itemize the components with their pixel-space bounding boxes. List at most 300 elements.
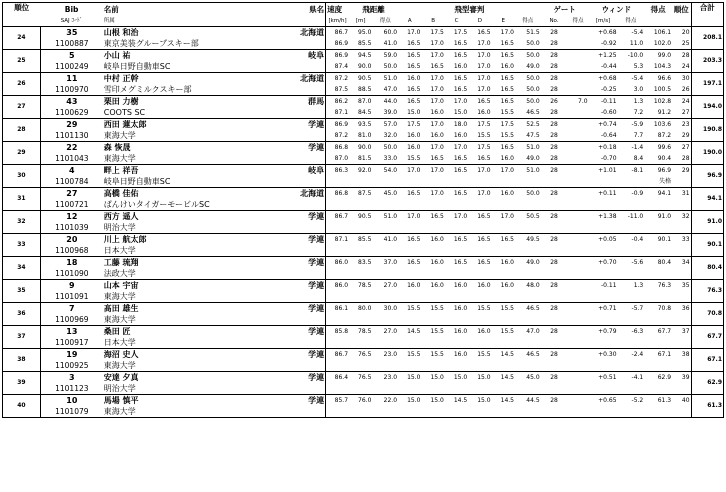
athlete-rank: 39 [3, 372, 41, 395]
athlete-rank: 29 [3, 142, 41, 165]
jump-wind-points: 8.4 [618, 154, 645, 165]
jump-distance: 85.5 [349, 39, 372, 50]
jump-speed: 87.5 [326, 85, 349, 96]
jump-points: 102.0 [644, 39, 672, 50]
athlete-affiliation: 東海大学 [103, 292, 287, 303]
athlete-saj-code: 1101039 [40, 223, 102, 234]
jump-wind-speed: +0.68 [598, 75, 617, 82]
jump-rank [672, 177, 691, 188]
judge-score: 16.5 [430, 213, 444, 220]
jump-wind-points: 7.7 [618, 131, 645, 142]
jump-speed [326, 200, 349, 211]
judge-score [468, 407, 491, 418]
judge-score: 16.5 [398, 62, 421, 73]
athlete-rank: 24 [3, 27, 41, 50]
col-distance-points: 得点 [372, 16, 398, 27]
athlete-row [3, 395, 724, 408]
jump-points: 99.6 [657, 144, 672, 151]
col-judges-title: 飛型審判 [398, 3, 541, 17]
jump-wind-points: -8.1 [631, 167, 644, 174]
athlete-affiliation: 明治大学 [103, 384, 287, 395]
jump-judge-points: 50.5 [526, 213, 540, 220]
judge-score: 15.5 [492, 108, 515, 119]
jump-distance-points: 50.0 [372, 62, 398, 73]
jump-wind-speed: +0.11 [598, 190, 617, 197]
col-gate: ゲート [541, 3, 589, 17]
judge-score [421, 269, 444, 280]
judge-score [468, 384, 491, 395]
jump-judge-points: 45.0 [526, 374, 540, 381]
athlete-bib: 22 [66, 143, 78, 152]
judge-score: 17.0 [430, 144, 444, 151]
jump-wind-speed: +1.38 [598, 213, 617, 220]
judge-score [492, 246, 515, 257]
col-rank: 順位 [3, 3, 41, 27]
jump-distance: 93.5 [358, 121, 372, 128]
jump-gate: 28 [550, 121, 558, 128]
jump-distance-points: 60.0 [383, 29, 398, 36]
athlete-total: 76.3 [691, 280, 723, 303]
athlete-bib: 29 [66, 120, 78, 129]
athlete-row [3, 119, 724, 132]
athlete-total: 190.8 [691, 119, 723, 142]
judge-score [421, 177, 444, 188]
jump-rank [672, 200, 691, 211]
judge-score: 15.0 [398, 108, 421, 119]
athlete-row-sub [3, 131, 724, 142]
athlete-row [3, 96, 724, 109]
judge-score: 17.0 [430, 98, 444, 105]
athlete-name: 森 恢晟 [103, 143, 131, 152]
jump-wind-points: -4.1 [631, 374, 644, 381]
jump-rank: 36 [681, 305, 690, 312]
jump-distance [349, 269, 372, 280]
jump-judge-points: 49.5 [526, 236, 540, 243]
judge-score: 16.0 [492, 62, 515, 73]
jump-judge-points: 48.0 [526, 282, 540, 289]
jump-judge-points: 49.0 [515, 154, 541, 165]
jump-judge-points [515, 361, 541, 372]
jump-gate [541, 246, 568, 257]
col-distance-unit: [m] [349, 16, 372, 27]
jump-speed [326, 292, 349, 303]
judge-score: 15.5 [430, 328, 444, 335]
jump-wind-points: -5.9 [631, 121, 644, 128]
judge-score: 17.0 [430, 167, 444, 174]
jump-points: 91.2 [644, 108, 672, 119]
jump-rank: 37 [681, 328, 690, 335]
jump-wind-speed [589, 407, 618, 418]
jump-judge-points [515, 315, 541, 326]
jump-wind-points: -10.0 [627, 52, 644, 59]
athlete-row [3, 50, 724, 63]
jump-distance: 87.5 [358, 190, 372, 197]
athlete-total: 190.0 [691, 142, 723, 165]
jump-distance [349, 223, 372, 234]
jump-gate [541, 200, 568, 211]
athlete-rank: 37 [3, 326, 41, 349]
athlete-row [3, 211, 724, 224]
athlete-rank: 40 [3, 395, 41, 418]
judge-score: 17.0 [430, 75, 444, 82]
judge-score: 17.0 [430, 52, 444, 59]
judge-score: 17.0 [477, 75, 491, 82]
jump-rank: 40 [681, 397, 690, 404]
jump-gate-points [567, 246, 588, 257]
athlete-saj-code: 1100784 [40, 177, 102, 188]
jump-judge-points: 51.5 [526, 29, 540, 36]
jump-wind-points: 3.0 [618, 85, 645, 96]
jump-speed [326, 177, 349, 188]
jump-gate: 28 [541, 62, 568, 73]
athlete-total: 62.9 [691, 372, 723, 395]
judge-score: 14.5 [500, 374, 514, 381]
col-wind: ウィンド [589, 3, 645, 17]
judge-score: 16.5 [407, 98, 421, 105]
col-points: 得点 [644, 3, 672, 17]
athlete-saj-code: 1100721 [40, 200, 102, 211]
athlete-bib: 7 [69, 304, 75, 313]
jump-wind-points: -5.2 [631, 397, 644, 404]
jump-wind-points: -5.7 [631, 305, 644, 312]
athlete-prefecture: 学連 [308, 235, 325, 244]
judge-score: 17.0 [430, 121, 444, 128]
athlete-saj-code: 1100629 [40, 108, 102, 119]
jump-gate [541, 269, 568, 280]
jump-speed [326, 338, 349, 349]
jump-points: 87.2 [644, 131, 672, 142]
jump-speed [326, 384, 349, 395]
jump-gate [541, 384, 568, 395]
col-judge-a: A [398, 16, 421, 27]
athlete-prefecture: 学連 [308, 281, 325, 290]
athlete-rank: 38 [3, 349, 41, 372]
jump-distance: 92.0 [358, 167, 372, 174]
jump-points [644, 223, 672, 234]
athlete-rank: 36 [3, 303, 41, 326]
jump-gate-points [567, 211, 588, 224]
jump-distance-points [372, 315, 398, 326]
judge-score: 17.0 [421, 85, 444, 96]
judge-score: 16.5 [407, 236, 421, 243]
jump-points: 失格 [644, 177, 672, 188]
jump-points: 96.6 [657, 75, 672, 82]
jump-distance: 90.5 [358, 213, 372, 220]
jump-rank: 27 [672, 108, 691, 119]
jump-gate: 28 [541, 154, 568, 165]
athlete-saj-code: 1101123 [40, 384, 102, 395]
judge-score: 16.0 [407, 75, 421, 82]
judge-score: 17.0 [430, 190, 444, 197]
judge-score: 15.5 [407, 305, 421, 312]
jump-distance-points [372, 407, 398, 418]
athlete-prefecture: 群馬 [308, 97, 325, 106]
jump-gate-points [567, 200, 588, 211]
jump-wind-points: 11.0 [618, 39, 645, 50]
jump-distance: 90.5 [358, 75, 372, 82]
jump-rank: 24 [681, 98, 690, 105]
judge-score: 16.5 [453, 236, 468, 243]
athlete-affiliation: COOTS SC [103, 108, 287, 119]
athlete-name: 畔上 祥吾 [103, 166, 139, 175]
jump-wind-points: -1.4 [631, 144, 644, 151]
judge-score: 17.0 [477, 190, 491, 197]
jump-points: 102.8 [653, 98, 672, 105]
athlete-total: 61.3 [691, 395, 723, 418]
judge-score: 16.5 [477, 236, 491, 243]
judge-score: 16.0 [453, 328, 468, 335]
jump-points: 91.0 [657, 213, 672, 220]
jump-rank: 29 [672, 131, 691, 142]
jump-gate: 28 [550, 167, 558, 174]
athlete-prefecture: 学連 [308, 327, 325, 336]
jump-gate-points [567, 50, 588, 63]
judge-score: 16.5 [477, 29, 491, 36]
jump-gate-points [567, 303, 588, 316]
col-wind-points: 得点 [618, 16, 645, 27]
jump-judge-points: 47.5 [515, 131, 541, 142]
jump-speed [326, 407, 349, 418]
jump-speed: 86.9 [326, 50, 349, 63]
judge-score [468, 315, 491, 326]
col-judge-d: D [468, 16, 491, 27]
jump-distance-points [372, 246, 398, 257]
judge-score: 16.0 [468, 108, 491, 119]
jump-points: 104.3 [644, 62, 672, 73]
jump-gate-points [567, 234, 588, 247]
athlete-bib: 20 [66, 235, 78, 244]
judge-score: 16.0 [421, 108, 444, 119]
jump-gate-points [567, 39, 588, 50]
jump-points: 103.6 [653, 121, 672, 128]
jump-judge-points [515, 407, 541, 418]
athlete-prefecture: 岐阜 [308, 51, 325, 60]
jump-points [644, 246, 672, 257]
athlete-row [3, 326, 724, 339]
judge-score: 14.5 [500, 397, 514, 404]
jump-gate: 28 [550, 397, 558, 404]
jump-points [644, 407, 672, 418]
jump-gate-points [567, 395, 588, 408]
judge-score [445, 246, 468, 257]
jump-gate: 28 [550, 213, 558, 220]
judge-score [445, 338, 468, 349]
judge-score: 16.5 [407, 52, 421, 59]
athlete-saj-code: 1100969 [40, 315, 102, 326]
jump-speed: 86.9 [326, 39, 349, 50]
jump-distance-points: 30.0 [383, 305, 398, 312]
jump-wind-points [618, 177, 645, 188]
judge-score: 15.5 [398, 154, 421, 165]
jump-speed: 86.8 [326, 142, 349, 155]
jump-wind-speed: +0.18 [598, 144, 617, 151]
judge-score: 15.5 [430, 305, 444, 312]
athlete-total: 90.1 [691, 234, 723, 257]
jump-wind-points: -0.4 [631, 236, 644, 243]
jump-wind-points: 1.3 [633, 98, 644, 105]
jump-distance: 84.5 [349, 108, 372, 119]
jump-speed: 86.8 [326, 188, 349, 201]
jump-gate: 28 [541, 39, 568, 50]
athlete-row [3, 280, 724, 293]
athlete-bib: 27 [66, 189, 78, 198]
jump-gate [541, 315, 568, 326]
jump-gate: 28 [541, 131, 568, 142]
judge-score [445, 315, 468, 326]
judge-score [398, 338, 421, 349]
judge-score [445, 407, 468, 418]
judge-score [398, 407, 421, 418]
judge-score: 16.5 [500, 52, 514, 59]
jump-points [644, 338, 672, 349]
jump-wind-speed [589, 177, 618, 188]
athlete-row-sub [3, 177, 724, 188]
athlete-row-sub [3, 246, 724, 257]
judge-score: 15.0 [453, 374, 468, 381]
judge-score [445, 177, 468, 188]
jump-distance [349, 338, 372, 349]
athlete-affiliation: 日本大学 [103, 338, 287, 349]
judge-score: 16.5 [500, 144, 514, 151]
judge-score: 14.5 [500, 351, 514, 358]
judge-score [492, 177, 515, 188]
judge-score: 16.0 [407, 282, 421, 289]
jump-wind-speed: -0.11 [600, 98, 617, 105]
athlete-bib: 3 [69, 373, 75, 382]
jump-gate: 28 [550, 52, 558, 59]
athlete-prefecture: 学連 [308, 350, 325, 359]
judge-score: 17.0 [500, 167, 514, 174]
jump-gate-points [567, 119, 588, 132]
jump-distance [349, 246, 372, 257]
athlete-prefecture: 北海道 [300, 189, 325, 198]
judge-score: 16.0 [453, 351, 468, 358]
jump-wind-speed: -0.70 [589, 154, 618, 165]
jump-wind-speed [589, 223, 618, 234]
jump-rank: 24 [672, 62, 691, 73]
jump-gate-points [567, 407, 588, 418]
jump-gate-points [567, 177, 588, 188]
jump-rank [672, 361, 691, 372]
athlete-bib: 5 [69, 51, 75, 60]
judge-score: 17.0 [500, 29, 514, 36]
athlete-prefecture: 学連 [308, 373, 325, 382]
judge-score: 17.0 [453, 213, 468, 220]
judge-score: 16.0 [500, 259, 514, 266]
athlete-row [3, 27, 724, 40]
jump-points: 80.4 [657, 259, 672, 266]
jump-distance-points: 27.0 [383, 282, 398, 289]
judge-score: 15.5 [500, 328, 514, 335]
judge-score: 16.0 [492, 154, 515, 165]
judge-score: 16.0 [445, 62, 468, 73]
jump-rank: 30 [681, 75, 690, 82]
athlete-row-sub [3, 62, 724, 73]
athlete-affiliation: 岐阜日野自動車SC [103, 177, 287, 188]
athlete-prefecture: 学連 [308, 396, 325, 405]
jump-judge-points [515, 246, 541, 257]
jump-gate-points [567, 223, 588, 234]
athlete-row-sub [3, 338, 724, 349]
judge-score: 16.0 [500, 282, 514, 289]
athlete-prefecture: 学連 [308, 258, 325, 267]
judge-score: 15.5 [468, 131, 491, 142]
athlete-rank: 32 [3, 211, 41, 234]
athlete-bib: 43 [66, 97, 78, 106]
jump-distance: 85.5 [358, 236, 372, 243]
jump-wind-points: 1.3 [633, 282, 644, 289]
jump-wind-points [618, 200, 645, 211]
athlete-saj-code: 1101130 [40, 131, 102, 142]
col-bib: Bib [40, 3, 102, 17]
judge-score [445, 223, 468, 234]
jump-gate [541, 407, 568, 418]
col-affiliation: 所属 [103, 16, 287, 27]
jump-judge-points: 50.0 [515, 85, 541, 96]
jump-gate-points [567, 269, 588, 280]
judge-score: 15.0 [430, 397, 444, 404]
judge-score [492, 338, 515, 349]
jump-points [644, 315, 672, 326]
athlete-saj-code: 1101043 [40, 154, 102, 165]
jump-speed: 86.7 [326, 349, 349, 362]
athlete-affiliation: 岐阜日野自動車SC [103, 62, 287, 73]
jump-rank: 31 [681, 190, 690, 197]
judge-score: 15.5 [407, 351, 421, 358]
jump-wind-speed: +1.01 [598, 167, 617, 174]
jump-points: 99.0 [657, 52, 672, 59]
jump-distance-points [372, 177, 398, 188]
judge-score: 16.5 [477, 213, 491, 220]
jump-gate-points [567, 361, 588, 372]
judge-score: 17.0 [453, 98, 468, 105]
jump-gate [541, 338, 568, 349]
judge-score [398, 292, 421, 303]
athlete-total: 70.8 [691, 303, 723, 326]
athlete-prefecture: 学連 [308, 212, 325, 221]
jump-judge-points: 46.5 [526, 305, 540, 312]
athlete-row-sub [3, 200, 724, 211]
jump-distance [349, 292, 372, 303]
athlete-affiliation: 明治大学 [103, 223, 287, 234]
athlete-bib: 10 [66, 396, 78, 405]
athlete-name: 小山 祐 [103, 51, 131, 60]
jump-speed: 86.0 [326, 280, 349, 293]
jump-judge-points: 50.0 [515, 39, 541, 50]
jump-distance: 76.5 [358, 374, 372, 381]
athlete-prefecture: 岐阜 [308, 166, 325, 175]
judge-score [421, 407, 444, 418]
athlete-affiliation: 東海大学 [103, 131, 287, 142]
jump-judge-points [515, 269, 541, 280]
jump-speed [326, 361, 349, 372]
judge-score: 16.0 [421, 131, 444, 142]
athlete-saj-code: 1100249 [40, 62, 102, 73]
jump-judge-points: 51.0 [526, 144, 540, 151]
athlete-prefecture: 学連 [308, 143, 325, 152]
jump-rank [672, 338, 691, 349]
jump-gate-points [567, 165, 588, 178]
col-judge-c: C [445, 16, 468, 27]
jump-distance: 81.0 [349, 131, 372, 142]
judge-score: 16.0 [445, 131, 468, 142]
judge-score [492, 292, 515, 303]
jump-distance-points: 51.0 [383, 213, 398, 220]
jump-judge-points: 49.0 [515, 62, 541, 73]
judge-score: 15.5 [500, 305, 514, 312]
jump-distance-points: 23.0 [383, 374, 398, 381]
jump-gate: 28 [550, 328, 558, 335]
